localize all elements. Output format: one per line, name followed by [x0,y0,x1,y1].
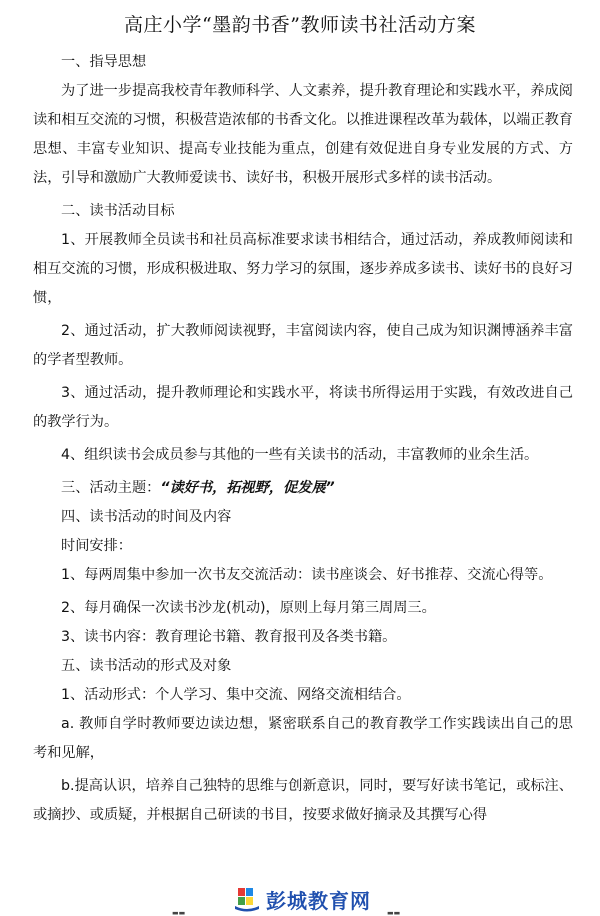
page-edge-mark-right: ▬▬ [387,909,401,916]
watermark-text: 彭城教育网 [266,888,371,913]
paragraph-guiding-thought: 为了进一步提高我校青年教师科学、人文素养，提升教育理论和实践水平，养成阅读和相互交流的习惯，积极营造浓郁的书香文化。以推进课程改革为载体，以端正教育思想、丰富专业知识、提高专业技能为重点，创建有效促进自身专业发展的方式、方法，引导和激励广大教师爱读书、读好书，积极开展形式多样的读书活动。 [33,83,573,186]
section-heading-goals: 二、读书活动目标 [61,203,175,219]
section-heading-forms: 五、读书活动的形式及对象 [61,658,232,674]
watermark-logo-icon [232,886,262,912]
theme-text: “读好书，拓视野，促发展” [160,480,335,496]
page-edge-mark-left: ▬▬ [172,909,186,916]
form-item-a: a. 教师自学时教师要边读边想，紧密联系自己的教育教学工作实践读出自己的思考和见解， [33,716,573,761]
form-item-1: 1、活动形式：个人学习、集中交流、网络交流相结合。 [61,687,411,703]
theme-label: 三、活动主题： [61,480,161,496]
schedule-item-2: 2、每月确保一次读书沙龙(机动)，原则上每月第三周周三。 [61,600,436,616]
goal-item-4: 4、组织读书会成员参与其他的一些有关读书的活动，丰富教师的业余生活。 [61,447,539,463]
document-title: 高庄小学“墨韵书香”教师读书社活动方案 [124,14,476,36]
goal-item-3: 3、通过活动，提升教师理论和实践水平，将读书所得运用于实践，有效改进自己的教学行为。 [33,385,573,430]
schedule-label: 时间安排： [61,538,132,554]
schedule-item-1: 1、每两周集中参加一次书友交流活动：读书座谈会、好书推荐、交流心得等。 [61,567,553,583]
goal-item-1: 1、开展教师全员读书和社员高标准要求读书相结合，通过活动，养成教师阅读和相互交流的习惯，形成积极进取、努力学习的氛围，逐步养成多读书、读好书的良好习惯， [33,232,573,306]
document-body [33,48,573,834]
section-heading-guiding-thought: 一、指导思想 [61,54,147,70]
schedule-item-3: 3、读书内容：教育理论书籍、教育报刊及各类书籍。 [61,629,397,645]
form-item-b: b.提高认识，培养自己独特的思维与创新意识，同时，要写好读书笔记，或标注、或摘抄、或质疑，并根据自己研读的书目，按要求做好摘录及其撰写心得 [33,778,573,823]
goal-item-2: 2、通过活动，扩大教师阅读视野，丰富阅读内容，使自己成为知识渊博涵养丰富的学者型教师。 [33,323,573,368]
section-heading-schedule: 四、读书活动的时间及内容 [61,509,232,525]
section-heading-theme [33,474,573,503]
